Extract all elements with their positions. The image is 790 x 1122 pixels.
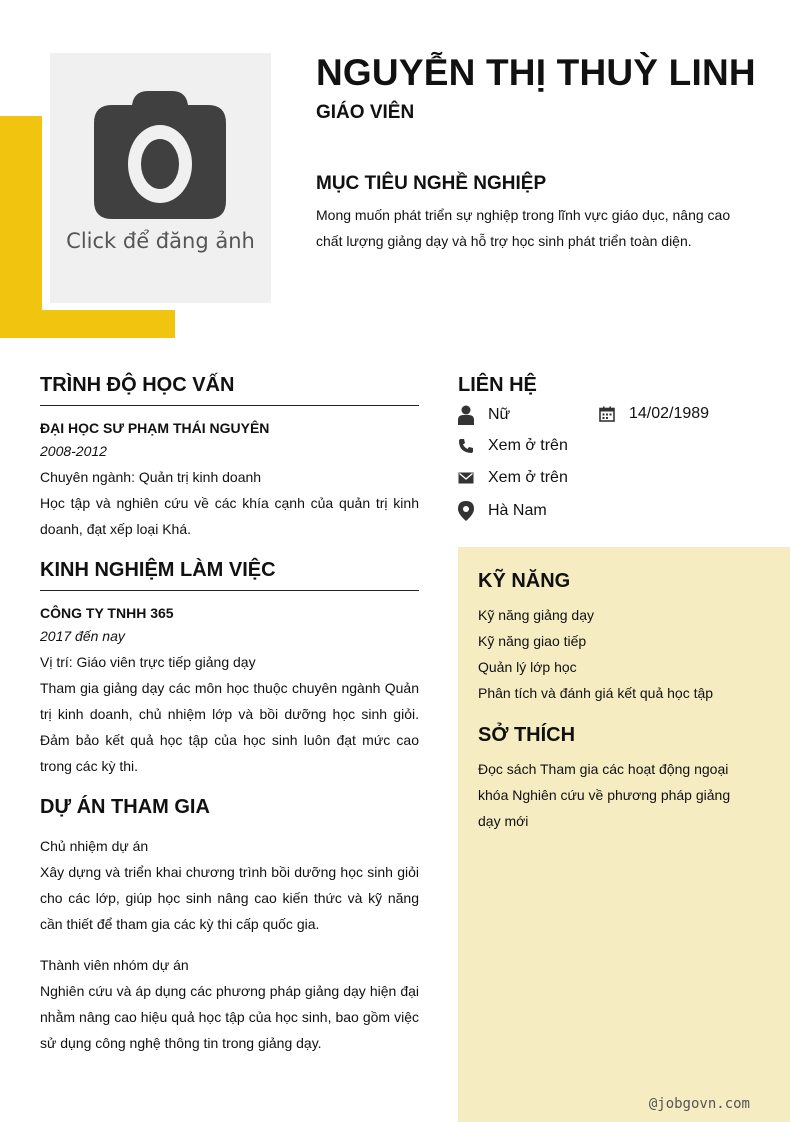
contact-gender bbox=[458, 405, 510, 425]
gender-value: Nữ bbox=[488, 406, 511, 423]
skills-title: KỸ NĂNG bbox=[478, 570, 571, 592]
education-major: Chuyên ngành: Quản trị kinh doanh bbox=[40, 469, 262, 485]
divider bbox=[40, 405, 419, 406]
objective-title: MỤC TIÊU NGHỀ NGHIỆP bbox=[316, 173, 547, 194]
projects-title: DỰ ÁN THAM GIA bbox=[40, 796, 210, 818]
contact-phone bbox=[458, 437, 568, 455]
photo-caption: Click để đăng ảnh bbox=[66, 229, 255, 253]
side-panel bbox=[458, 547, 790, 1122]
skill-item: Kỹ năng giao tiếp bbox=[478, 633, 587, 649]
contact-title: LIÊN HỆ bbox=[458, 374, 537, 396]
envelope-icon bbox=[458, 471, 474, 485]
contact-email bbox=[458, 469, 568, 487]
candidate-name: NGUYỄN THỊ THUỲ LINH bbox=[316, 52, 756, 93]
watermark: @jobgovn.com bbox=[648, 1096, 750, 1112]
address-value: Hà Nam bbox=[488, 502, 547, 519]
project-description: Nghiên cứu và áp dụng các phương pháp giảng dạy hiện đại nhằm nâng cao hiệu quả học tập của học sinh, bao gồm việc sử dụng công nghệ thông tin trong giảng dạy. bbox=[40, 983, 419, 1051]
phone-value: Xem ở trên bbox=[488, 437, 568, 454]
experience-section bbox=[40, 559, 419, 779]
project-role: Thành viên nhóm dự án bbox=[40, 957, 189, 973]
experience-position: Vị trí: Giáo viên trực tiếp giảng dạy bbox=[40, 654, 256, 670]
email-value: Xem ở trên bbox=[488, 469, 568, 486]
hobbies-text: Đọc sách Tham gia các hoạt động ngoại khóa Nghiên cứu về phương pháp giảng dạy mới bbox=[478, 761, 731, 829]
skill-item: Quản lý lớp học bbox=[478, 659, 577, 675]
experience-period: 2017 đến nay bbox=[40, 628, 125, 644]
person-icon bbox=[458, 405, 474, 425]
education-period: 2008-2012 bbox=[40, 443, 107, 459]
hobbies-title: SỞ THÍCH bbox=[478, 724, 576, 746]
divider bbox=[40, 590, 419, 591]
birthdate-value: 14/02/1989 bbox=[629, 405, 710, 422]
accent-bar-horizontal bbox=[0, 310, 175, 338]
accent-bar-vertical bbox=[0, 116, 42, 338]
skills-list bbox=[478, 602, 713, 706]
projects-section bbox=[40, 796, 419, 1056]
education-section bbox=[40, 374, 419, 542]
education-title: TRÌNH ĐỘ HỌC VẤN bbox=[40, 374, 235, 396]
experience-title: KINH NGHIỆM LÀM VIỆC bbox=[40, 559, 276, 581]
contact-address bbox=[458, 501, 547, 521]
map-pin-icon bbox=[458, 501, 474, 521]
calendar-icon bbox=[599, 406, 615, 422]
project-description: Xây dựng và triển khai chương trình bồi dưỡng học sinh giỏi cho các lớp, giúp học sinh nâng cao kiến thức và kỹ năng cần thiết để tham gia các kỳ thi cấp quốc gia. bbox=[40, 864, 419, 932]
skill-item: Phân tích và đánh giá kết quả học tập bbox=[478, 685, 714, 701]
objective-text: Mong muốn phát triển sự nghiệp trong lĩnh vực giáo dục, nâng cao chất lượng giảng dạy và hỗ trợ học sinh phát triển toàn diện. bbox=[316, 207, 731, 249]
contact-birthdate bbox=[599, 405, 709, 423]
job-title: GIÁO VIÊN bbox=[316, 102, 415, 123]
camera-icon bbox=[94, 89, 226, 221]
skill-item: Kỹ năng giảng dạy bbox=[478, 607, 594, 623]
experience-description: Tham gia giảng dạy các môn học thuộc chuyên ngành Quản trị kinh doanh, chủ nhiệm lớp và bồi dưỡng học sinh giỏi. Đảm bảo kết quả học tập của học sinh luôn đạt mức cao trong các kỳ thi. bbox=[40, 680, 419, 774]
photo-upload[interactable] bbox=[50, 53, 271, 303]
education-description: Học tập và nghiên cứu về các khía cạnh của quản trị kinh doanh, đạt xếp loại Khá. bbox=[40, 495, 419, 537]
project-role: Chủ nhiệm dự án bbox=[40, 838, 149, 854]
company-name: CÔNG TY TNHH 365 bbox=[40, 605, 174, 621]
school-name: ĐẠI HỌC SƯ PHẠM THÁI NGUYÊN bbox=[40, 420, 270, 436]
phone-icon bbox=[458, 438, 474, 454]
